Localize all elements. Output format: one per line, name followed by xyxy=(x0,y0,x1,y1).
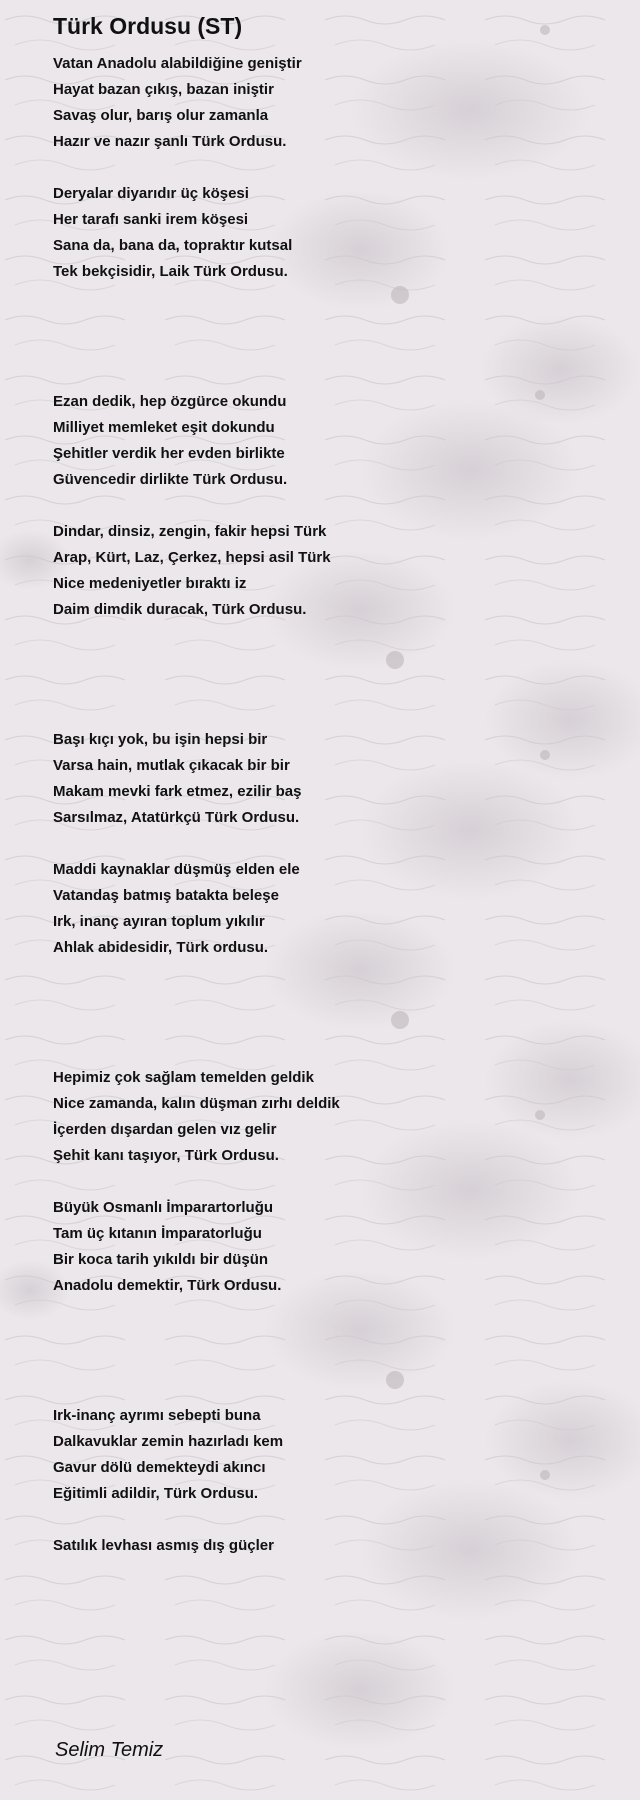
poem-title: Türk Ordusu (ST) xyxy=(53,13,243,39)
poem-author: Selim Temiz xyxy=(55,1739,164,1761)
poem-line: Nice zamanda, kalın düşman zırhı deldik xyxy=(53,1095,340,1112)
poem-line: Sana da, bana da, topraktır kutsal xyxy=(53,237,293,254)
poem-line: Arap, Kürt, Laz, Çerkez, hepsi asil Türk xyxy=(53,549,331,566)
poem-line: Ahlak abidesidir, Türk ordusu. xyxy=(53,939,269,956)
poem-line: Sarsılmaz, Atatürkçü Türk Ordusu. xyxy=(53,809,300,826)
poem-line: Büyük Osmanlı İmparartorluğu xyxy=(53,1199,274,1216)
poem-line: Varsa hain, mutlak çıkacak bir bir xyxy=(53,757,290,774)
poem-line: Savaş olur, barış olur zamanla xyxy=(53,107,269,124)
stanza-4 xyxy=(53,519,613,623)
poem-line: Gavur dölü demekteydi akıncı xyxy=(53,1459,266,1476)
poem-line: Maddi kaynaklar düşmüş elden ele xyxy=(53,861,300,878)
poem-line: Deryalar diyarıdır üç köşesi xyxy=(53,185,249,202)
section-gap xyxy=(53,623,613,727)
poem-line: Dindar, dinsiz, zengin, fakir hepsi Türk xyxy=(53,523,327,540)
stanza-6 xyxy=(53,857,613,961)
poem-line: Anadolu demektir, Türk Ordusu. xyxy=(53,1277,282,1294)
stanza-9 xyxy=(53,1403,613,1507)
poem-line: Hazır ve nazır şanlı Türk Ordusu. xyxy=(53,133,287,150)
poem-line: Eğitimli adildir, Türk Ordusu. xyxy=(53,1485,259,1502)
stanza-gap xyxy=(53,493,613,519)
poem-line: Tam üç kıtanın İmparatorluğu xyxy=(53,1225,262,1242)
poem-line: Vatan Anadolu alabildiğine geniştir xyxy=(53,55,302,72)
poem-line: Başı kıçı yok, bu işin hepsi bir xyxy=(53,731,268,748)
stanza-3 xyxy=(53,389,613,493)
poem-line: Her tarafı sanki irem köşesi xyxy=(53,211,249,228)
stanza-8 xyxy=(53,1195,613,1299)
poem-line: Daim dimdik duracak, Türk Ordusu. xyxy=(53,601,307,618)
poem-line: Hayat bazan çıkış, bazan iniştir xyxy=(53,81,274,98)
poem-line: Irk-inanç ayrımı sebepti buna xyxy=(53,1407,261,1424)
section-gap xyxy=(53,1299,613,1403)
poem-line: Makam mevki fark etmez, ezilir baş xyxy=(53,783,302,800)
poem-line: Nice medeniyetler bıraktı iz xyxy=(53,575,247,592)
stanza-2 xyxy=(53,181,613,285)
poem-line: Bir koca tarih yıkıldı bir düşün xyxy=(53,1251,269,1268)
poem-line: Milliyet memleket eşit dokundu xyxy=(53,419,275,436)
stanza-5 xyxy=(53,727,613,831)
section-gap xyxy=(53,285,613,389)
stanza-7 xyxy=(53,1065,613,1169)
stanza-gap xyxy=(53,1507,613,1533)
section-gap xyxy=(53,961,613,1065)
poem-line: Dalkavuklar zemin hazırladı kem xyxy=(53,1433,284,1450)
stanza-10 xyxy=(53,1533,613,1559)
stanza-1 xyxy=(53,51,613,155)
poem-line: Hepimiz çok sağlam temelden geldik xyxy=(53,1069,314,1086)
poem-line: Güvencedir dirlikte Türk Ordusu. xyxy=(53,471,288,488)
poem-line: Vatandaş batmış batakta beleşe xyxy=(53,887,279,904)
stanza-gap xyxy=(53,1169,613,1195)
poem-body xyxy=(53,51,613,1559)
poem-line: Tek bekçisidir, Laik Türk Ordusu. xyxy=(53,263,288,280)
stanza-gap xyxy=(53,831,613,857)
stanza-gap xyxy=(53,155,613,181)
poem-line: Şehitler verdik her evden birlikte xyxy=(53,445,285,462)
poem-line: Şehit kanı taşıyor, Türk Ordusu. xyxy=(53,1147,279,1164)
poem-line: Ezan dedik, hep özgürce okundu xyxy=(53,393,287,410)
poem-line: Satılık levhası asmış dış güçler xyxy=(53,1537,274,1554)
poem-line: İçerden dışardan gelen vız gelir xyxy=(53,1121,277,1138)
poem-line: Irk, inanç ayıran toplum yıkılır xyxy=(53,913,265,930)
